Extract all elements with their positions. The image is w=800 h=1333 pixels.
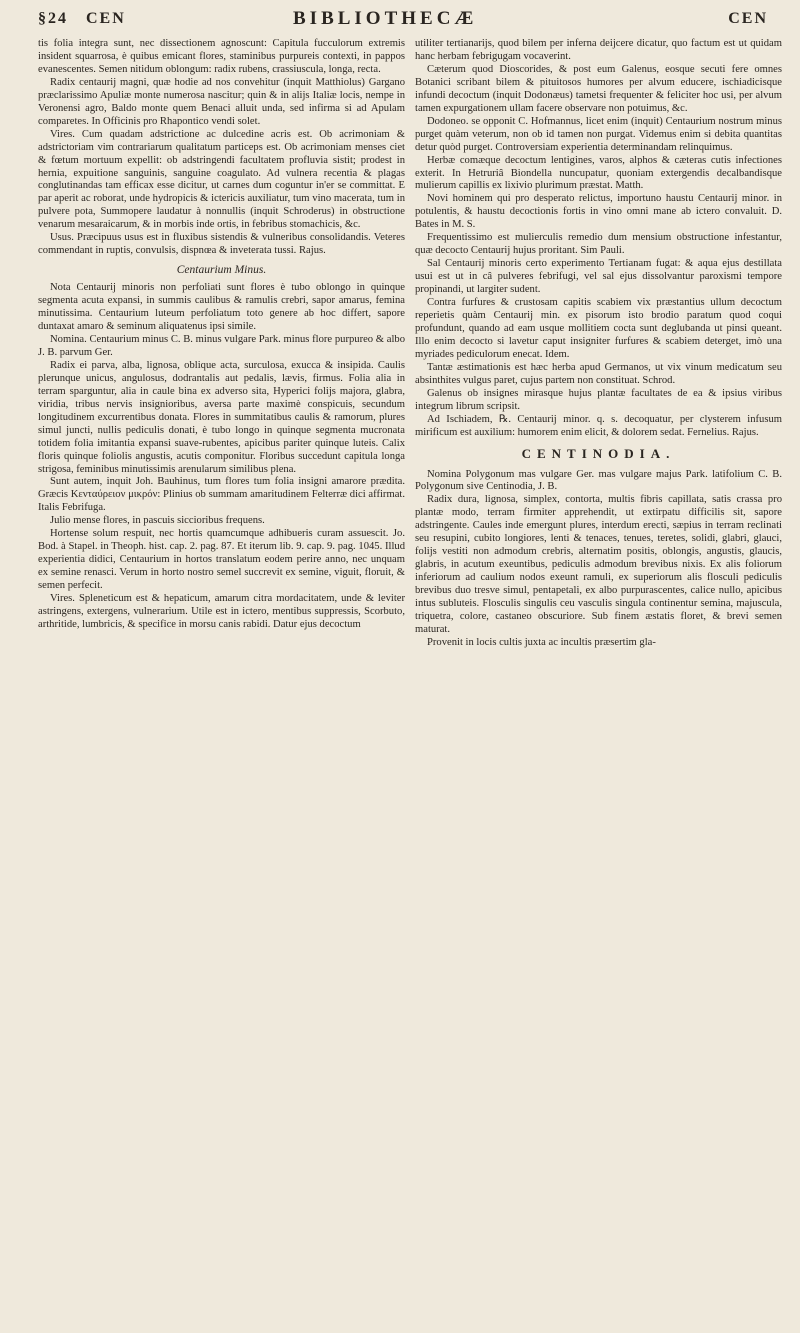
paragraph: Radix centaurij magni, quæ hodie ad nos convehitur (inquit Matthiolus) Gargano præclarissimo Apuliæ monte numerosa nascitur; quin & in alijs Italiæ locis, nempe in Veronensi agro, Baldo monte quem Benaci alluit unda, sed infirma si ad Apulam comparetes. In Officinis pro Rhapontico vendi solet. [38,76,405,127]
paragraph: Sunt autem, inquit Joh. Bauhinus, tum flores tum folia insigni amarore prædita. Græcis Κενταύρειον μικρόν: Plinius ob summam amaritudinem Felterræ dici affirmat. Italis Febrifuga. [38,476,405,514]
paragraph: Nomina. Centaurium minus C. B. minus vulgare Park. minus flore purpureo & albo J. B. parvum Ger. [38,333,405,358]
paragraph: utiliter tertianarijs, quod bilem per inferna deijcere dicatur, quo factum est ut quidam hanc herbam febrigugam vocaverint. [415,38,782,62]
section-heading: Centaurium Minus. [176,264,267,277]
running-head-left: CEN [86,10,126,27]
paragraph: tis folia integra sunt, nec dissectionem agnoscunt: Capitula fucculorum extremis insident squarrosa, è quibus emicant flores, staminibus purpureis contexti, in pappos evanescentes. Semen nitidum oblongum: radix rubens, crassiuscula, longa, recta. [38,38,405,75]
paragraph: Frequentissimo est mulierculis remedio dum mensium obstructione infestantur, quæ decocto Centaurij hujus proritant. Sim Pauli. [415,232,782,257]
section-heading: CENTINODIA. [521,445,676,461]
paragraph: Nota Centaurij minoris non perfoliati sunt flores è tubo oblongo in quinque segmenta acuta expansi, in summis caulibus & ramulis crebri, sapor amarus, femina minutissima. Centaurium luteum perfoliatum toto genere ab hoc differt, sapore duntaxat amaro & seminum aliquatenus ipsi simile. [38,282,405,333]
paragraph: Julio mense flores, in pascuis siccioribus frequens. [50,515,265,527]
paragraph: Novi hominem qui pro desperato relictus, importuno haustu Centaurij minor. in potulentis, & haustu decoctionis fortis in vino omni mane ab ictero convaluit. D. Bates in M. S. [415,193,782,231]
page-number: §24 [38,10,68,27]
paragraph: Radix dura, lignosa, simplex, contorta, multis fibris capillata, satis crassa pro plantæ modo, terram firmiter apprehendit, ut extirpatu difficilis sit, sapore adstringente. Caules inde emergunt plures, interdum erecti, sæpius in terram reclinati seu resupini, cubito longiores, lenti & tenaces, tenues, teretes, solidi, glabri, glauci, folijs vestiti non admodum crebris, alternatim positis, oblongis, angustis, glaucis, glabris, in acutum exeuntibus, pediculis admodum brevibus nixis. Ex alis foliorum inferiorum ad caulium nodos exeunt ramuli, ex superiorum alis flosculi pediculis brevibus duo tresve simul, pentapetali, ex albo purpurascentes, calice nullo, apicibus intus subluteis. Flosculis singulis ceu vasculis singula continentur semina, majuscula, triquetra, colore, castaneo obscuriore. Sub finem æstatis floret, & brevi semen maturat. [415,494,782,635]
paragraph: Contra furfures & crustosam capitis scabiem vix præstantius ullum decoctum reperietis quàm Centaurij min. ex pisorum isto brodio paratum quod coqui profundunt, quando ad eam usque mollitiem cocta sunt deglubanda ut pinsi queant. Illo enim decocto si lavetur caput insigniter furfures & scabiem deterget, imò una myriades pediculorum enecat. Idem. [415,297,782,360]
paragraph: Herbæ comæque decoctum lentigines, varos, alphos & cæteras cutis infectiones exterit. In Hetruriâ Biondella nuncupatur, quoniam extergendis decalbandisque mulierum capillis ex lixivio plurimum præstat. Matth. [415,154,782,192]
paragraph: Galenus ob insignes mirasque hujus plantæ facultates de ea & ipsius viribus integrum librum scripsit. [415,387,782,412]
text-columns [38,38,782,650]
paragraph: Nomina Polygonum mas vulgare Ger. mas vulgare majus Park. latifolium C. B. Polygonum sive Centinodia, J. B. [415,468,782,493]
paragraph: Cæterum quod Dioscorides, & post eum Galenus, eosque secuti fere omnes Botanici scribant bilem & pituitosos humores per alvum educere, ischiadicisque infundi decoctum (inquit Dodonæus) tametsi frequenter & feliciter hoc usi, per alvum tamen expurgationem ullam facere observare non potuimus, &c. [415,63,782,114]
paragraph: Vires. Spleneticum est & hepaticum, amarum citra mordacitatem, unde & leviter astringens, extergens, vulnerarium. Utile est in ictero, mentibus suppressis, Scorbuto, arthritide, lumbricis, & specifice in morsu canis rabidi. Datur ejus decoctum [38,593,405,630]
paragraph: Tantæ æstimationis est hæc herba apud Germanos, ut vix vinum medicatum seu absinthites vulgus paret, cujus partem non constituat. Schrod. [415,361,782,386]
paragraph: Dodoneo. se opponit C. Hofmannus, licet enim (inquit) Centaurium nostrum minus purget quàm veterum, non ob id tamen non purgat. Videmus enim si debita quantitas detur quòd purget. Controversiam experientia determinandam relinquimus. [415,115,782,153]
paragraph: Ad Ischiadem, ℞. Centaurij minor. q. s. decoquatur, per clysterem infusum mirificum est auxilium: humorem enim elicit, & dolorem sedat. Fernelius. Rajus. [415,413,782,438]
paragraph: Usus. Præcipuus usus est in fluxibus sistendis & vulneribus consolidandis. Veteres commendant in ruptis, convulsis, dispnœa & inveterata tussi. Rajus. [38,232,405,257]
paragraph: Hortense solum respuit, nec hortis quamcumque adhibueris curam assuescit. Jo. Bod. à Stapel. in Theoph. hist. cap. 2. pag. 87. Et iterum lib. 9. cap. 9. pag. 1045. Illud experientia didici, Centaurium in hortos translatum eodem perire anno, nec unquam ex semine renasci. Verum in horto nostro semel succrevit ex semine, viguit, floruit, & semen perfecit. [38,528,405,592]
paragraph: Radix ei parva, alba, lignosa, oblique acta, surculosa, exucca & insipida. Caulis plerunque unicus, angulosus, dodrantalis aut pedalis, lævis, firmus. Folia alia in terram sparguntur, alia in caule bina ex adverso sita, Hyperici folijs majora, glabra, viridia, tribus nervis insignioribus, aversa parte maximè conspicuis, secundum longitudinem excurrentibus donata. Flores in summitatibus caulis & ramorum, plures simul juncti, nullis pediculis donati, è tubo longo in quinque segmenta mucronata totidem folia imitantia expansi suave-rubentes, apicibus pariter quinque luteis. Calix floris quinque foliolis angustis, acutis componitur. Floribus succedunt capitula longa strigosa, feminibus minutissimis arenularum similibus plena. [38,359,405,475]
paragraph: Vires. Cum quadam adstrictione ac dulcedine acris est. Ob acrimoniam & adstrictoriam vim contrariarum qualitatum particeps est. Ob acrimoniam menses ciet & fœtum mortuum expellit: ob adstringendi facultatem profluvia sistit; prodest in hernia, expuitione sanguinis, sanguine coagulato. Ad vulnera recentia & plagas conglutinandas tam efficax esse dicitur, ut carnes dum coguntur in'er se committat. E par aperit ac roborat, unde hydropicis & ictericis auxiliatur, tum vino macerata, tum in pulvere pota, Summopere laudatur à nonnullis (inquit Schroderus) in obstructione venarum mesaraicarum, & in morbis inde ortis, in febribus stomachicis, &c. [38,128,405,231]
paragraph: Sal Centaurij minoris certo experimento Tertianam fugat: & aqua ejus destillata usui est ut in câ pulveres febrifugi, vel sal ejus dissolvantur paroxismi tempore propinandi, ut largiter sudent. [415,258,782,296]
running-head-title: BIBLIOTHECÆ [293,8,478,29]
right-column [415,38,782,650]
left-column [38,38,405,650]
running-head-right: CEN [728,10,768,27]
paragraph: Provenit in locis cultis juxta ac incultis præsertim gla- [427,636,656,648]
running-head [38,8,768,34]
